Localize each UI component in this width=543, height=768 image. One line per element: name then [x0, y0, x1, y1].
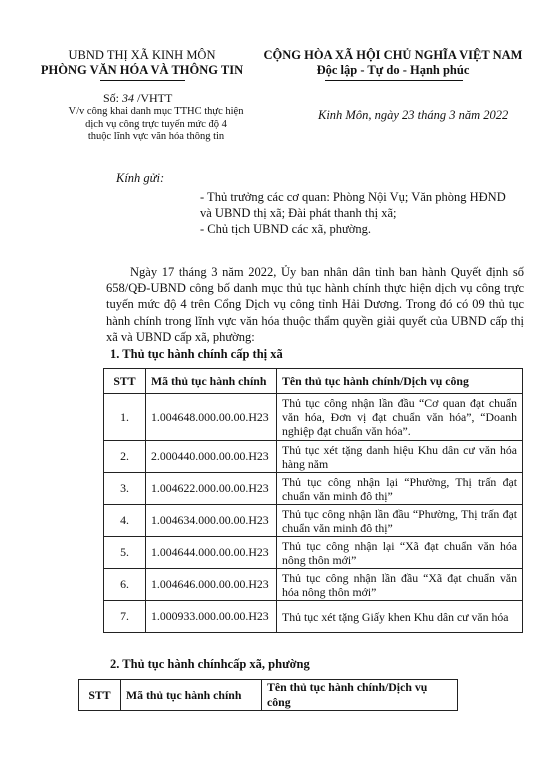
row-name: Thủ tục công nhận lần đầu “Cơ quan đạt chuẩn văn hóa, Đơn vị đạt chuẩn văn hóa”, “Doanh nghiệp đạt chuẩn văn hóa”. [277, 394, 523, 441]
issuer-parent: UBND THỊ XÃ KINH MÔN [68, 48, 216, 62]
date-place: Kinh Môn, ngày [318, 108, 399, 122]
column-header-name: Tên thủ tục hành chính/Dịch vụ công [262, 680, 458, 711]
table-row [104, 441, 523, 473]
row-code: 1.004634.000.00.00.H23 [146, 505, 277, 537]
recipients-list [200, 189, 510, 237]
table-row [104, 473, 523, 505]
subject-line: V/v công khai danh mục TTHC thực hiện [68, 106, 244, 117]
section-1-table [103, 368, 523, 633]
column-header-stt: STT [79, 680, 121, 711]
table-header-row [79, 680, 458, 711]
document-date [318, 108, 508, 123]
subject-block [56, 106, 256, 144]
row-stt: 4. [104, 505, 146, 537]
recipients-label: Kính gửi: [116, 171, 165, 185]
document-number [103, 91, 172, 106]
national-title-block [248, 48, 538, 78]
date-month: tháng 3 [417, 108, 456, 122]
section-2-title: 2. Thủ tục hành chínhcấp xã, phường [110, 657, 310, 671]
national-motto: Độc lập - Tự do - Hạnh phúc [316, 63, 470, 77]
table-row [104, 537, 523, 569]
row-name: Thủ tục công nhận lần đầu “Phường, Thị trấn đạt chuẩn văn minh đô thị” [277, 505, 523, 537]
row-name: Thủ tục công nhận lần đầu “Xã đạt chuẩn văn hóa nông thôn mới” [277, 569, 523, 601]
row-stt: 6. [104, 569, 146, 601]
national-title: CỘNG HÒA XÃ HỘI CHỦ NGHĨA VIỆT NAM [263, 48, 523, 62]
column-header-stt: STT [104, 369, 146, 394]
subject-line: thuộc lĩnh vực văn hóa thông tin [87, 131, 225, 142]
row-stt: 7. [104, 601, 146, 633]
section-1-title: 1. Thủ tục hành chính cấp thị xã [110, 347, 283, 361]
table-header-row [104, 369, 523, 394]
row-code: 1.004622.000.00.00.H23 [146, 473, 277, 505]
row-stt: 3. [104, 473, 146, 505]
date-year: năm 2022 [458, 108, 509, 122]
table-row [104, 394, 523, 441]
table-row [104, 601, 523, 633]
recipient-item: - Chủ tịch UBND các xã, phường. [200, 222, 371, 236]
row-name: Thủ tục xét tặng danh hiệu Khu dân cư văn hóa hàng năm [277, 441, 523, 473]
table-row [104, 569, 523, 601]
row-code: 1.004648.000.00.00.H23 [146, 394, 277, 441]
row-stt: 2. [104, 441, 146, 473]
body-paragraph: Ngày 17 tháng 3 năm 2022, Ủy ban nhân dân tỉnh ban hành Quyết định số 658/QĐ-UBND công bố danh mục thủ tục hành chính thực hiện dịch vụ công trực tuyến mức độ 4 trên Cổng Dịch vụ công tỉnh Hải Dương. Trong đó có 09 thủ tục hành chính trong lĩnh vực văn hóa thuộc thẩm quyền giải quyết của UBND cấp thị xã và UBND cấp xã, phường: [106, 265, 524, 344]
column-header-name: Tên thủ tục hành chính/Dịch vụ công [277, 369, 523, 394]
table-row [104, 505, 523, 537]
row-name: Thủ tục công nhận lại “Phường, Thị trấn đạt chuẩn văn minh đô thị” [277, 473, 523, 505]
motto-underline [325, 80, 463, 81]
section-2-table [78, 679, 458, 711]
issuer-underline [100, 80, 185, 81]
document-number-suffix: /VHTT [137, 91, 173, 105]
row-code: 1.004644.000.00.00.H23 [146, 537, 277, 569]
document-number-prefix: Số: [103, 91, 120, 105]
row-name: Thủ tục xét tặng Giấy khen Khu dân cư văn hóa [277, 601, 523, 633]
date-day: 23 [402, 108, 415, 122]
row-stt: 1. [104, 394, 146, 441]
row-name: Thủ tục công nhận lại “Xã đạt chuẩn văn hóa nông thôn mới” [277, 537, 523, 569]
subject-line: dịch vụ công trực tuyến mức độ 4 [85, 118, 227, 130]
row-code: 2.000440.000.00.00.H23 [146, 441, 277, 473]
row-code: 1.000933.000.00.00.H23 [146, 601, 277, 633]
column-header-code: Mã thủ tục hành chính [121, 680, 262, 711]
issuer-name: PHÒNG VĂN HÓA VÀ THÔNG TIN [40, 63, 244, 77]
column-header-code: Mã thủ tục hành chính [146, 369, 277, 394]
document-number-value: 34 [122, 91, 135, 105]
recipient-item: - Thủ trưởng các cơ quan: Phòng Nội Vụ; Văn phòng HĐND và UBND thị xã; Đài phát thanh thị xã; [200, 190, 506, 220]
row-stt: 5. [104, 537, 146, 569]
issuer-block [32, 48, 252, 78]
row-code: 1.004646.000.00.00.H23 [146, 569, 277, 601]
